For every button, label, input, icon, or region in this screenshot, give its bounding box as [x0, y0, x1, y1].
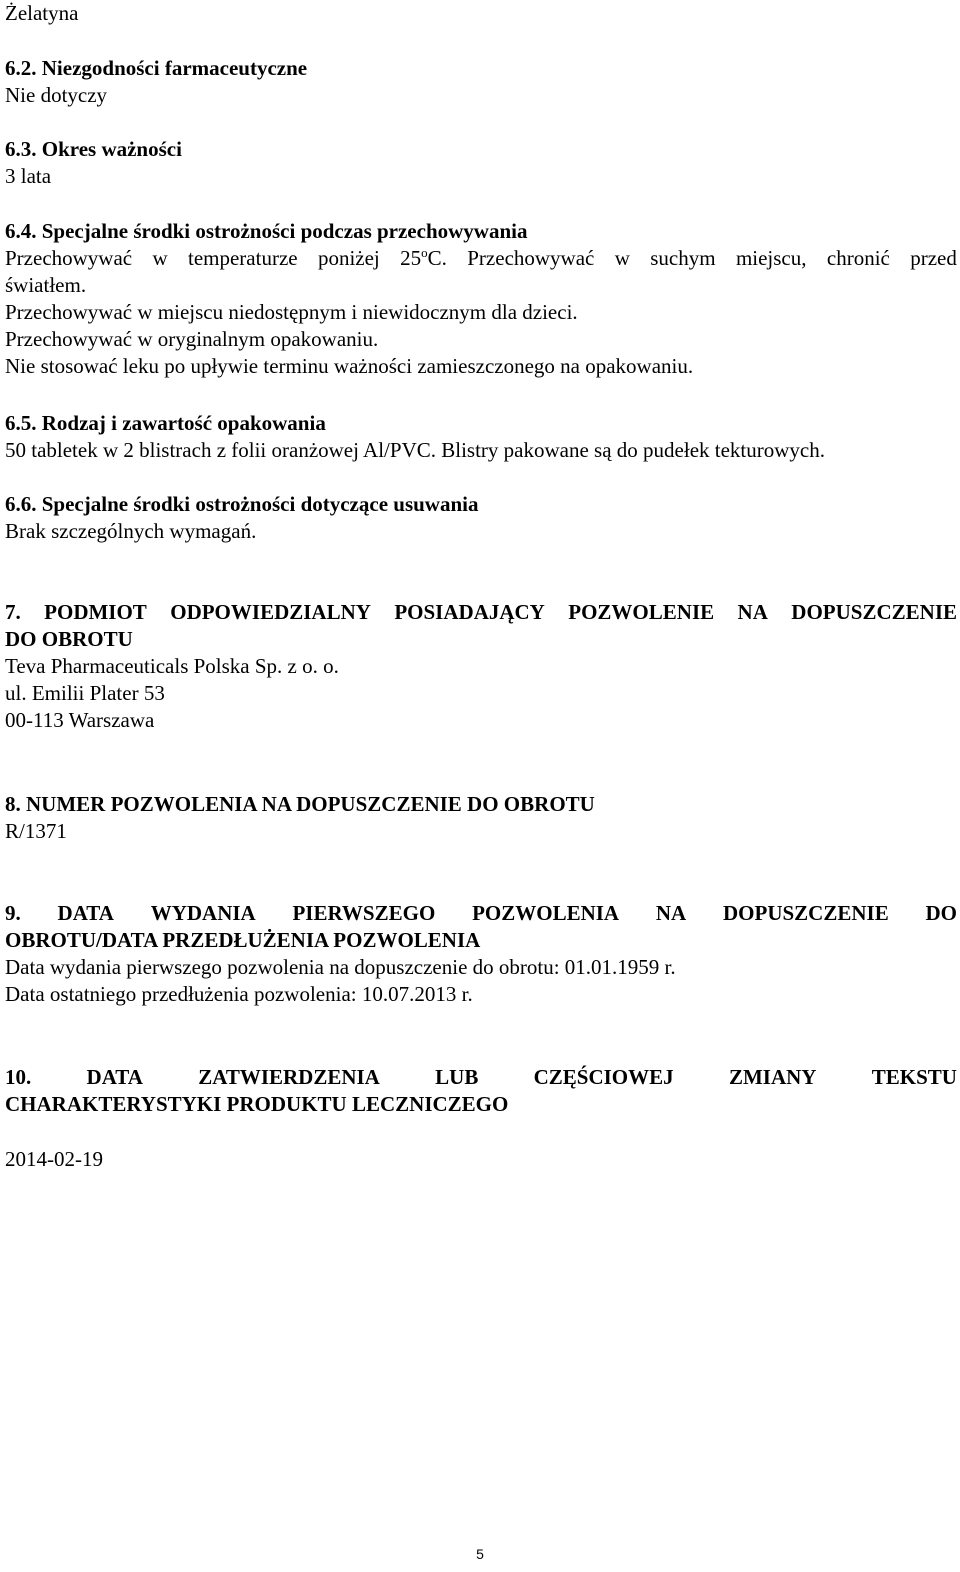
word: 7.	[5, 600, 21, 624]
word: PODMIOT	[44, 600, 147, 624]
word: TEKSTU	[871, 1065, 957, 1089]
section-6-4-line-4: Przechowywać w oryginalnym opakowaniu.	[5, 327, 379, 351]
degree-superscript: o	[421, 245, 428, 260]
word: ZMIANY	[728, 1065, 817, 1089]
section-10-title-line-1	[5, 1064, 957, 1091]
section-6-4-title: 6.4. Specjalne środki ostrożności podczas przechowywania	[5, 219, 528, 243]
authorization-number: R/1371	[5, 819, 67, 843]
section-6-3-title: 6.3. Okres ważności	[5, 137, 182, 161]
word: miejscu,	[735, 246, 807, 270]
word: POSIADAJĄCY	[394, 600, 545, 624]
word: poniżej	[317, 246, 380, 270]
word: DO	[925, 901, 957, 925]
section-6-4-line-5: Nie stosować leku po upływie terminu ważności zamieszczonego na opakowaniu.	[5, 354, 694, 378]
page-number: 5	[476, 1546, 484, 1562]
section-6-4-line-2: światłem.	[5, 273, 87, 297]
word: NA	[655, 901, 687, 925]
word: DATA	[86, 1065, 143, 1089]
section-8-title: 8. NUMER POZWOLENIA NA DOPUSZCZENIE DO OBROTU	[5, 792, 595, 816]
word: temperaturze	[188, 246, 298, 270]
section-6-2-text: Nie dotyczy	[5, 83, 108, 107]
word: Przechowywać	[467, 246, 595, 270]
word: POZWOLENIE	[568, 600, 715, 624]
word: WYDANIA	[150, 901, 256, 925]
word: POZWOLENIA	[472, 901, 620, 925]
section-6-2-title: 6.2. Niezgodności farmaceutyczne	[5, 56, 308, 80]
section-6-6-title: 6.6. Specjalne środki ostrożności dotyczące usuwania	[5, 492, 479, 516]
word: ZATWIERDZENIA	[198, 1065, 380, 1089]
section-6-4-line-1	[5, 245, 957, 272]
company-street: ul. Emilii Plater 53	[5, 681, 165, 705]
text-line: Żelatyna	[5, 1, 79, 25]
word: przed	[910, 246, 957, 270]
word: PIERWSZEGO	[292, 901, 436, 925]
approval-date: 2014-02-19	[5, 1147, 103, 1171]
company-city: 00-113 Warszawa	[5, 708, 155, 732]
word: LUB	[435, 1065, 479, 1089]
section-6-4-line-3: Przechowywać w miejscu niedostępnym i niewidocznym dla dzieci.	[5, 300, 578, 324]
section-10-title-line-2: CHARAKTERYSTYKI PRODUKTU LECZNICZEGO	[5, 1092, 509, 1116]
word: CZĘŚCIOWEJ	[533, 1065, 674, 1089]
section-7-title-line-1	[5, 599, 957, 626]
temperature-value	[400, 245, 447, 272]
section-7-title-line-2: DO OBROTU	[5, 627, 133, 651]
word: 10.	[5, 1065, 32, 1089]
section-6-3-text: 3 lata	[5, 164, 52, 188]
word: w	[614, 246, 630, 270]
word: DOPUSZCZENIE	[791, 600, 957, 624]
section-6-5-title: 6.5. Rodzaj i zawartość opakowania	[5, 411, 326, 435]
section-6-6-text: Brak szczególnych wymagań.	[5, 519, 257, 543]
section-9-title-line-1	[5, 900, 957, 927]
renewal-date: Data ostatniego przedłużenia pozwolenia: 10.07.2013 r.	[5, 982, 473, 1006]
word: chronić	[826, 246, 890, 270]
word: suchym	[650, 246, 716, 270]
word: 9.	[5, 901, 21, 925]
temperature-number: 25	[400, 246, 422, 270]
word: w	[152, 246, 168, 270]
first-authorization-date: Data wydania pierwszego pozwolenia na dopuszczenie do obrotu: 01.01.1959 r.	[5, 955, 676, 979]
word: NA	[737, 600, 768, 624]
word: DOPUSZCZENIE	[723, 901, 889, 925]
word: ODPOWIEDZIALNY	[170, 600, 371, 624]
word: C.	[427, 246, 447, 270]
company-name: Teva Pharmaceuticals Polska Sp. z o. o.	[5, 654, 339, 678]
word: DATA	[57, 901, 114, 925]
section-9-title-line-2: OBROTU/DATA PRZEDŁUŻENIA POZWOLENIA	[5, 928, 481, 952]
section-6-5-text: 50 tabletek w 2 blistrach z folii oranżowej Al/PVC. Blistry pakowane są do pudełek tekturowych.	[5, 438, 825, 462]
word: Przechowywać	[5, 246, 133, 270]
